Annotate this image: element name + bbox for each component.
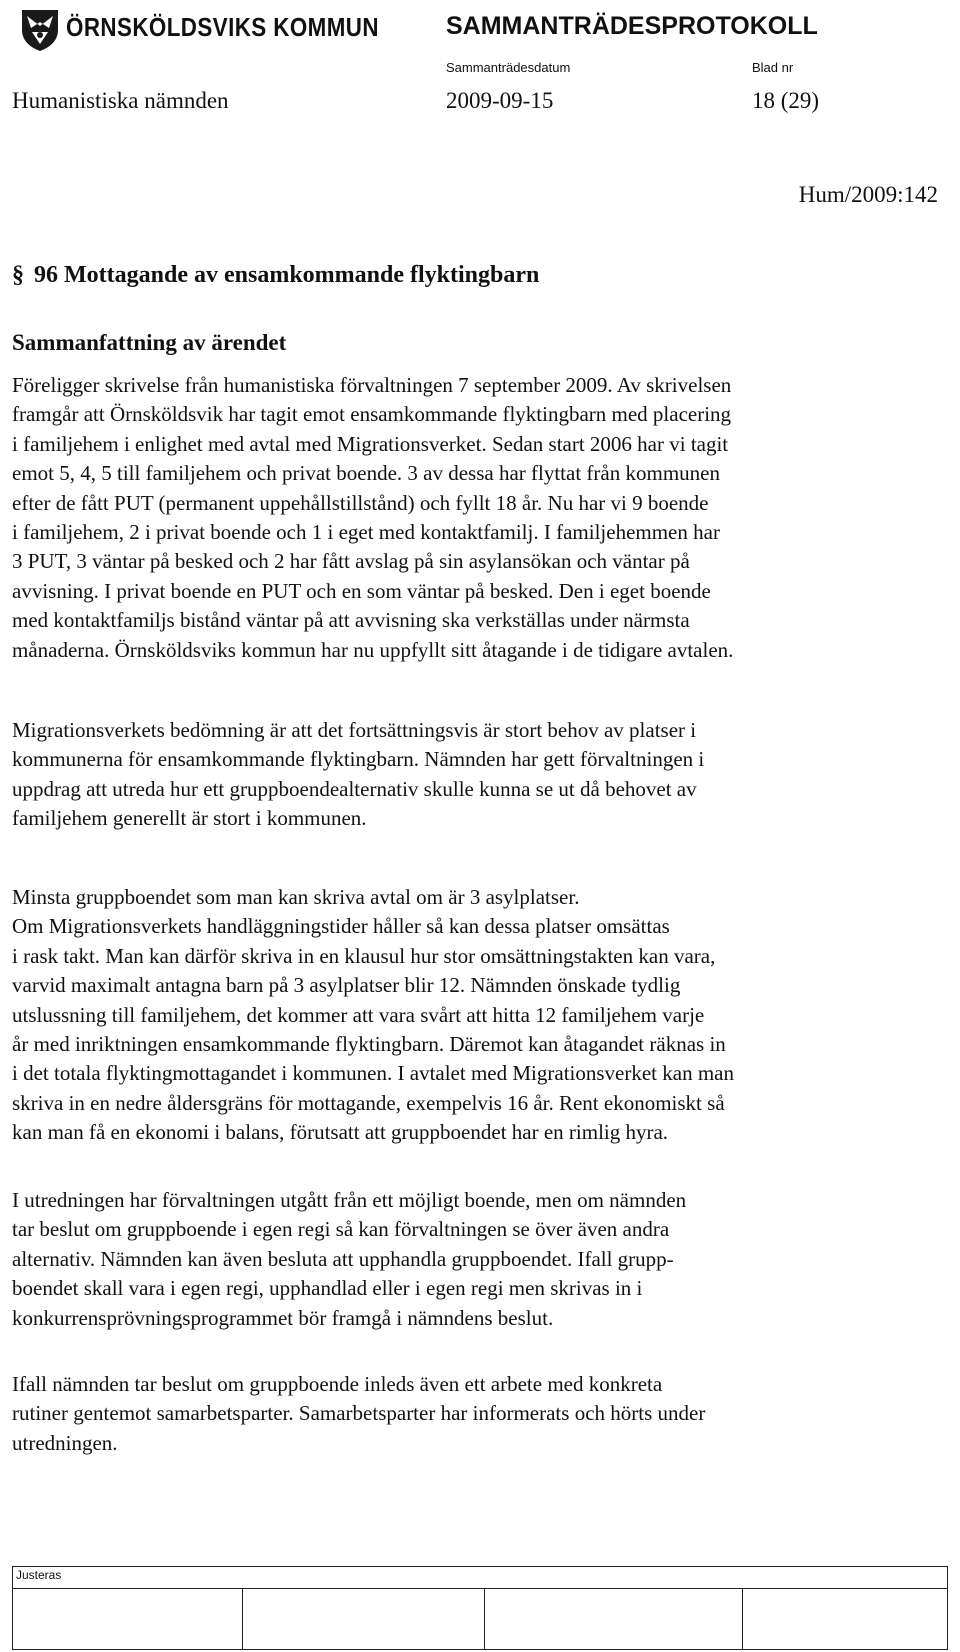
text-line: 3 PUT, 3 väntar på besked och 2 har fått avslag på sin asylansökan och väntar på [12,549,690,574]
text-line: skriva in en nedre åldersgräns för mottagande, exempelvis 16 år. Rent ekonomiskt så [12,1090,725,1115]
board-name: Humanistiska nämnden [12,88,229,113]
text-line: rutiner gentemot samarbetsparter. Samarbetsparter har informerats och hörts under [12,1401,706,1426]
text-line: emot 5, 4, 5 till familjehem och privat boende. 3 av dessa har flyttat från kommunen [12,461,720,486]
text-line: tar beslut om gruppboende i egen regi så kan förvaltningen se över även andra [12,1217,670,1242]
text-line: Föreligger skrivelse från humanistiska förvaltningen 7 september 2009. Av skrivelsen [12,373,732,397]
organization-name: ÖRNSKÖLDSVIKS KOMMUN [66,12,379,42]
text-line: i familjehem, 2 i privat boende och 1 i eget med kontaktfamilj. I familjehemmen har [12,520,720,545]
text-line: familjehem generellt är stort i kommunen. [12,806,367,831]
text-line: kommunerna för ensamkommande flyktingbarn. Nämnden har gett förvaltningen i [12,747,705,772]
text-line: Om Migrationsverkets handläggningstider håller så kan dessa platser omsättas [12,914,670,939]
summary-heading: Sammanfattning av ärendet [12,330,287,355]
text-line: Ifall nämnden tar beslut om gruppboende inleds även ett arbete med konkreta [12,1372,663,1396]
text-line: framgår att Örnsköldsvik har tagit emot ensamkommande flyktingbarn med placering [12,402,732,427]
page-number-label: Blad nr [752,60,794,75]
justeras-label: Justeras [16,1568,62,1582]
text-line: alternativ. Nämnden kan även besluta att upphandla gruppboendet. Ifall grupp- [12,1246,674,1271]
page-number: 18 (29) [752,88,820,113]
signature-box [13,1589,243,1650]
text-line: utredningen. [12,1430,118,1455]
text-line: i det totala flyktingmottagandet i kommunen. I avtalet med Migrationsverket kan man [12,1061,734,1086]
text-line: månaderna. Örnsköldsviks kommun har nu uppfyllt sitt åtagande i de tidigare avtalen. [12,637,734,662]
text-line: utslussning till familjehem, det kommer att vara svårt att hitta 12 familjehem varje [12,1002,705,1027]
paragraph [12,371,948,665]
signature-table [12,1566,948,1650]
signature-box [743,1589,948,1650]
section-title [12,262,539,289]
document-type-title: SAMMANTRÄDESPROTOKOLL [446,12,818,40]
case-reference: Hum/2009:142 [798,182,938,207]
text-line: uppdrag att utreda hur ett gruppboendealternativ skulle kunna se ut då behovet av [12,776,697,801]
text-line: med kontaktfamiljs bistånd väntar på att avvisning ska verkställas under närmsta [12,608,690,633]
signature-box [243,1589,485,1650]
text-line: varvid maximalt antagna barn på 3 asylplatser blir 12. Nämnden önskade tydlig [12,973,681,998]
text-line: kan man få en ekonomi i balans, förutsatt att gruppboendet har en rimlig hyra. [12,1120,669,1145]
paragraph [12,716,948,834]
text-line: Migrationsverkets bedömning är att det fortsättningsvis är stort behov av platser i [12,718,697,742]
text-line: i familjehem i enlighet med avtal med Migrationsverket. Sedan start 2006 har vi tagit [12,431,729,456]
text-line: boendet skall vara i egen regi, upphandlad eller i egen regi men skrivas in i [12,1276,643,1301]
text-line: I utredningen har förvaltningen utgått från ett möjligt boende, men om nämnden [12,1188,687,1212]
paragraph [12,883,948,1148]
signature-box [485,1589,743,1650]
paragraph [12,1186,948,1333]
meeting-date-label: Sammanträdesdatum [446,60,571,75]
text-line: i rask takt. Man kan därför skriva in en klausul hur stor omsättningstakten kan vara, [12,943,716,968]
section-symbol: § [12,262,24,288]
justeras-cell [13,1567,948,1589]
text-line: konkurrensprövningsprogrammet bör framgå i nämndens beslut. [12,1305,554,1330]
text-line: Minsta gruppboendet som man kan skriva avtal om är 3 asylplatser. [12,885,580,909]
section-title-text: 96 Mottagande av ensamkommande flyktingbarn [34,262,540,288]
text-line: år med inriktningen ensamkommande flyktingbarn. Däremot kan åtagandet räknas in [12,1032,726,1057]
meeting-date: 2009-09-15 [446,88,554,113]
text-line: efter de fått PUT (permanent uppehållstillstånd) och fyllt 18 år. Nu har vi 9 boende [12,490,709,515]
municipality-crest-logo [18,8,62,52]
paragraph [12,1370,948,1458]
text-line: avvisning. I privat boende en PUT och en som väntar på besked. Den i eget boende [12,578,711,603]
